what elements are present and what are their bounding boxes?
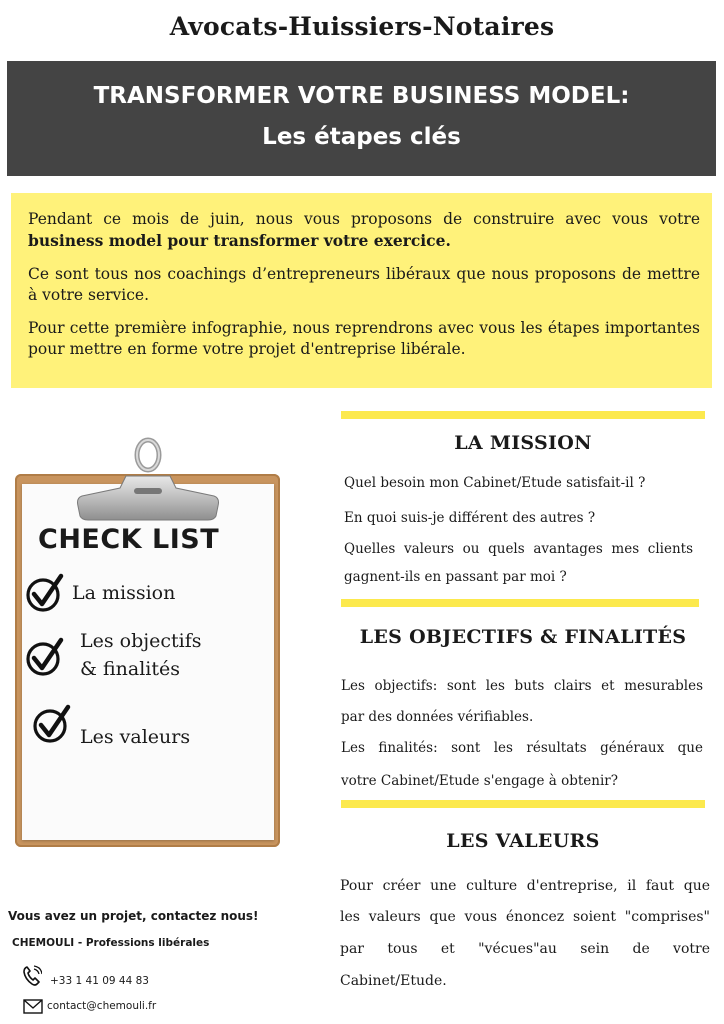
intro-paragraph-3: Pour cette première infographie, nous reprendrons avec vous les étapes importantes pour mettre en forme votre projet d'entreprise libérale.	[28, 319, 700, 358]
checklist-item-objectifs-line2: & finalités	[80, 658, 180, 680]
mail-icon	[23, 999, 43, 1014]
objectifs-line: votre Cabinet/Etude s'engage à obtenir?	[341, 773, 618, 789]
checklist-item-objectifs-line1: Les objectifs	[80, 630, 202, 652]
mission-title: LA MISSION	[454, 432, 592, 454]
valeurs-line: les valeurs que vous énoncez soient "comprises"	[340, 909, 710, 925]
clip-body-icon	[74, 474, 222, 524]
valeurs-line: Pour créer une culture d'entreprise, il faut que	[340, 878, 710, 894]
objectifs-line: Les finalités: sont les résultats généraux que	[341, 740, 703, 756]
intro-paragraph-2: Ce sont tous nos coachings d’entrepreneurs libéraux que nous proposons de mettre à votre service.	[28, 265, 700, 304]
mission-line: En quoi suis-je différent des autres ?	[344, 510, 596, 526]
page-top-title: Avocats-Huissiers-Notaires	[169, 12, 555, 41]
contact-email[interactable]: contact@chemouli.fr	[47, 1000, 157, 1012]
objectifs-line: par des données vérifiables.	[341, 709, 534, 725]
valeurs-line: Cabinet/Etude.	[340, 973, 447, 989]
contact-heading: Vous avez un projet, contactez nous!	[8, 909, 259, 923]
checklist-item-valeurs: Les valeurs	[80, 726, 191, 748]
valeurs-title: LES VALEURS	[446, 830, 600, 852]
checklist-title: CHECK LIST	[38, 524, 220, 555]
valeurs-line: par tous et "vécues"au sein de votre	[340, 941, 710, 957]
checklist-item-mission: La mission	[72, 582, 176, 604]
clip-ring-icon	[133, 437, 163, 477]
intro-box	[11, 193, 712, 388]
intro-paragraph-1	[28, 209, 700, 252]
contact-firm: CHEMOULI - Professions libérales	[12, 937, 210, 949]
mission-top-bar	[341, 411, 705, 419]
phone-icon	[22, 965, 42, 987]
checkmark-circle-icon	[25, 572, 67, 614]
mission-line: Quelles valeurs ou quels avantages mes clients	[344, 541, 693, 557]
contact-phone[interactable]: +33 1 41 09 44 83	[50, 975, 149, 987]
intro-p1-bold: business model pour transformer votre exercice.	[28, 231, 451, 250]
title-banner	[7, 61, 716, 176]
mission-line: gagnent-ils en passant par moi ?	[344, 569, 567, 585]
banner-title: TRANSFORMER VOTRE BUSINESS MODEL:	[93, 83, 630, 109]
intro-p1-text: Pendant ce mois de juin, nous vous proposons de construire avec vous votre	[28, 210, 700, 228]
objectifs-title: LES OBJECTIFS & FINALITÉS	[359, 626, 687, 648]
checkmark-circle-icon	[25, 636, 67, 678]
objectifs-bottom-bar	[341, 800, 705, 808]
mission-bottom-bar	[341, 599, 699, 607]
banner-subtitle: Les étapes clés	[262, 124, 461, 150]
checkmark-circle-icon	[32, 703, 74, 745]
mission-line: Quel besoin mon Cabinet/Etude satisfait-il ?	[344, 475, 646, 491]
objectifs-line: Les objectifs: sont les buts clairs et mesurables	[341, 678, 703, 694]
